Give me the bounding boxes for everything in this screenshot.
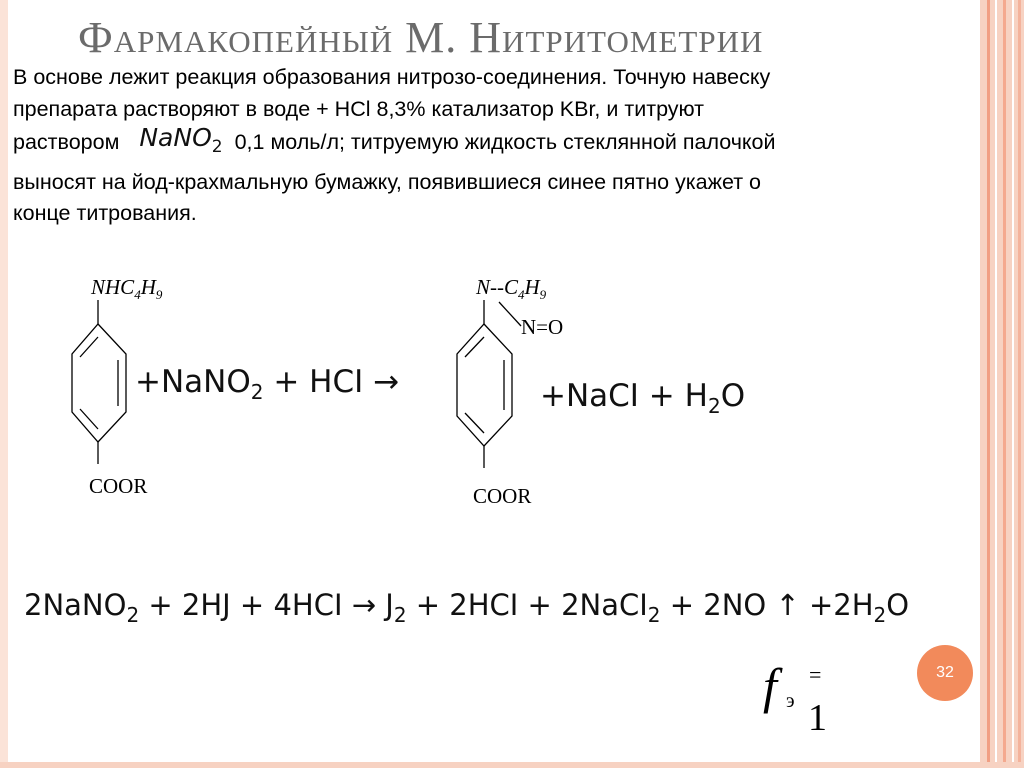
equation-text: O <box>720 378 746 414</box>
paragraph-line: В основе лежит реакция образования нитрозо-соединения. Точную навеску <box>13 65 771 89</box>
subscript: 2 <box>647 602 661 627</box>
reaction1-products <box>540 378 745 418</box>
substituent-text: H <box>524 275 540 299</box>
substituent-text: NHC <box>91 275 135 299</box>
equation-text: +NaNO <box>135 364 251 400</box>
nitroso-group: N=O <box>521 315 564 339</box>
slide-title: Фармакопейный М. Нитритометрии <box>78 13 764 62</box>
equation-text: +NaCI + H <box>540 378 708 414</box>
equation-text: + HCI → <box>263 364 400 400</box>
subscript: 2 <box>707 394 721 419</box>
body-paragraph <box>13 62 963 230</box>
factor-value: 1 <box>808 697 827 739</box>
right-stripe-line <box>1018 0 1021 768</box>
subscript: 2 <box>126 602 140 627</box>
reactant-bottom-substituent: COOR <box>89 474 148 498</box>
paragraph-line: выносят на йод-крахмальную бумажку, появившиеся синее пятно укажет о <box>13 169 761 194</box>
formula-main: NaNO <box>139 123 212 152</box>
right-stripe-line <box>995 0 997 768</box>
factor-subscript: э <box>786 690 795 712</box>
equation-text: + 2NO ↑ +2H <box>660 588 874 622</box>
paragraph-text: 0,1 моль/л; титруемую жидкость стеклянной палочкой <box>234 130 776 154</box>
product-bottom-substituent: COOR <box>473 484 532 508</box>
right-stripe-line <box>987 0 990 768</box>
reaction2-equation <box>24 588 909 627</box>
equation-text: + 2HJ + 4HCI → J <box>139 588 394 622</box>
bottom-border <box>0 762 1024 768</box>
product-top-substituent <box>476 275 546 303</box>
right-stripe-line <box>1003 0 1006 768</box>
subscript: 9 <box>539 287 547 303</box>
reactant-top-substituent <box>91 275 162 303</box>
paragraph-text: раствором <box>13 130 120 154</box>
equation-text: O <box>886 588 910 622</box>
equation-text: + 2HCI + 2NaCI <box>406 588 648 622</box>
subscript: 2 <box>393 602 407 627</box>
subscript: 2 <box>250 380 264 405</box>
inline-formula-nano2 <box>139 122 222 164</box>
factor-symbol: f <box>763 658 777 714</box>
subscript: 9 <box>155 287 163 303</box>
subscript: 2 <box>873 602 887 627</box>
page-number-badge: 32 <box>917 645 973 701</box>
left-border <box>0 0 8 768</box>
factor-equals: = <box>809 662 822 687</box>
right-stripe-line <box>1012 0 1014 768</box>
reaction1-reagents <box>135 364 399 404</box>
subscript: 4 <box>134 287 141 303</box>
paragraph-line: конце титрования. <box>13 201 197 225</box>
paragraph-line: препарата растворяют в воде + HCl 8,3% катализатор KBr, и титруют <box>13 96 705 121</box>
formula-subscript: 2 <box>211 137 223 157</box>
substituent-text: N--C <box>476 275 518 299</box>
substituent-text: H <box>140 275 156 299</box>
equation-text: 2NaNO <box>24 588 127 622</box>
paragraph-line <box>13 125 963 167</box>
subscript: 4 <box>518 287 525 303</box>
